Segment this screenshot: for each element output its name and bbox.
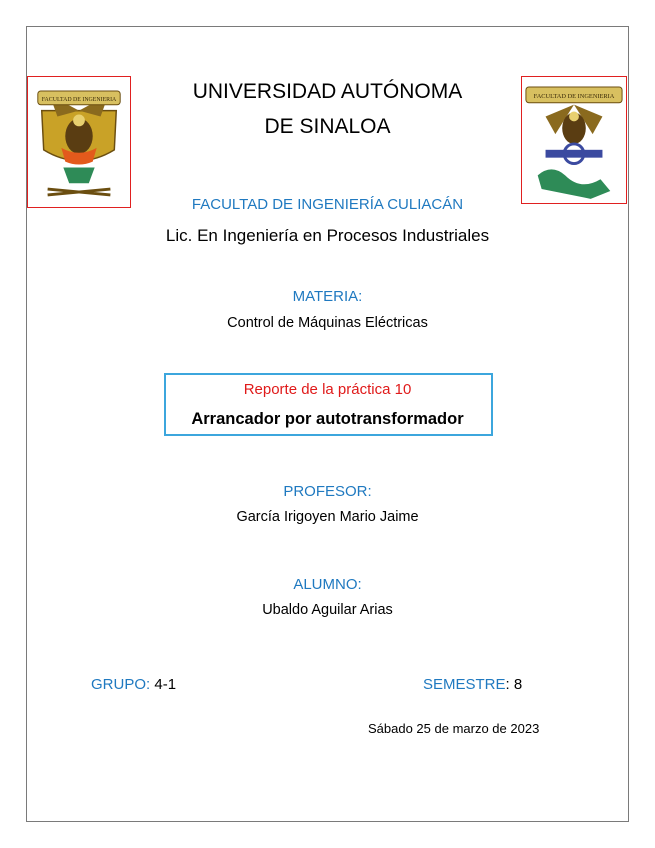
faculty-name: FACULTAD DE INGENIERÍA CULIACÁN (191, 196, 464, 213)
report-title: Arrancador por autotransformador (191, 410, 464, 428)
alumno-label: ALUMNO: (293, 576, 362, 593)
grupo-field (91, 676, 176, 693)
profesor-label: PROFESOR: (283, 483, 372, 500)
document-date: Sábado 25 de marzo de 2023 (368, 721, 540, 736)
program-name: Lic. En Ingeniería en Procesos Industriales (165, 226, 490, 245)
materia-value: Control de Máquinas Eléctricas (227, 315, 428, 331)
report-subtitle: Reporte de la práctica 10 (243, 381, 412, 398)
profesor-value: García Irigoyen Mario Jaime (236, 509, 419, 525)
semestre-field (423, 676, 522, 693)
university-name-line2: DE SINALOA (264, 115, 391, 138)
semestre-label: SEMESTRE (423, 676, 506, 693)
right-logo-banner-text: FACULTAD DE INGENIERIA (533, 92, 615, 100)
grupo-label: GRUPO: (91, 676, 151, 693)
university-name-line1: UNIVERSIDAD AUTÓNOMA (192, 80, 463, 103)
left-logo-banner-text: FACULTAD DE INGENIERIA (41, 96, 117, 103)
semestre-value: : 8 (505, 676, 523, 693)
materia-label: MATERIA: (292, 288, 363, 305)
grupo-value: 4-1 (150, 676, 177, 693)
alumno-value: Ubaldo Aguilar Arias (262, 602, 393, 618)
